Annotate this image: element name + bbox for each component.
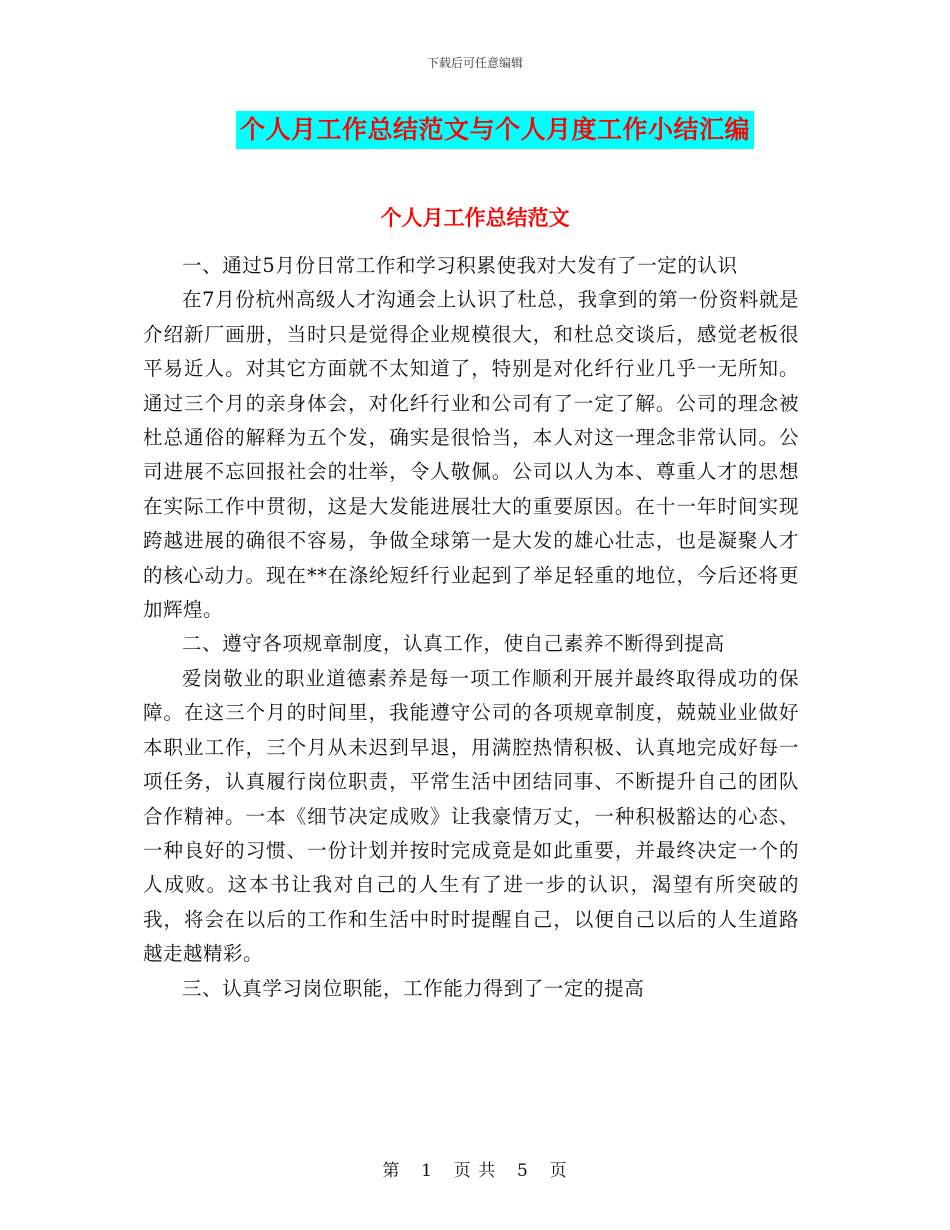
- footer-page-number: 1: [421, 1161, 433, 1181]
- document-body: [143, 249, 799, 1006]
- section-heading-1: 一、通过5月份日常工作和学习积累使我对大发有了一定的认识: [182, 254, 738, 277]
- footer-prefix: 第: [382, 1161, 401, 1181]
- section-heading-2: 二、遵守各项规章制度，认真工作，使自己素养不断得到提高: [182, 632, 725, 656]
- body-paragraph-1: 在7月份杭州高级人才沟通会上认识了杜总，我拿到的第一份资料就是介绍新厂画册，当时只是觉得企业规模很大，和杜总交谈后，感觉老板很平易近人。对其它方面就不太知道了，特别是对化纤行业几乎一无所知。通过三个月的亲身体会，对化纤行业和公司有了一定了解。公司的理念被杜总通俗的解释为五个发，确实是很恰当，本人对这一理念非常认同。公司进展不忘回报社会的壮举，令人敬佩。公司以人为本、尊重人才的思想在实际工作中贯彻，这是大发能进展壮大的重要原因。在十一年时间实现跨越进展的确很不容易，争做全球第一是大发的雄心壮志，也是凝聚人才的核心动力。现在**在涤纶短纤行业起到了举足轻重的地位，今后还将更加辉煌。: [143, 288, 799, 622]
- section-heading-3: 三、认真学习岗位职能，工作能力得到了一定的提高: [182, 976, 645, 1000]
- footer-suffix: 页: [549, 1161, 568, 1181]
- footer-middle: 页 共: [453, 1161, 497, 1181]
- document-title: 个人月工作总结范文与个人月度工作小结汇编: [236, 111, 754, 149]
- page-footer: [0, 1156, 950, 1181]
- footer-total-pages: 5: [517, 1161, 529, 1181]
- section-title: 个人月工作总结范文: [380, 205, 570, 230]
- body-paragraph-2: 爱岗敬业的职业道德素养是每一项工作顺利开展并最终取得成功的保障。在这三个月的时间里，我能遵守公司的各项规章制度，兢兢业业做好本职业工作，三个月从未迟到早退，用满腔热情积极、认真地完成好每一项任务，认真履行岗位职责，平常生活中团结同事、不断提升自己的团队合作精神。一本《细节决定成败》让我豪情万丈，一种积极豁达的心态、一种良好的习惯、一份计划并按时完成竟是如此重要，并最终决定一个的人成败。这本书让我对自己的人生有了进一步的认识，渴望有所突破的我，将会在以后的工作和生活中时时提醒自己，以便自己以后的人生道路越走越精彩。: [143, 666, 799, 966]
- header-note: 下载后可任意编辑: [426, 56, 523, 70]
- title-container: [0, 111, 950, 149]
